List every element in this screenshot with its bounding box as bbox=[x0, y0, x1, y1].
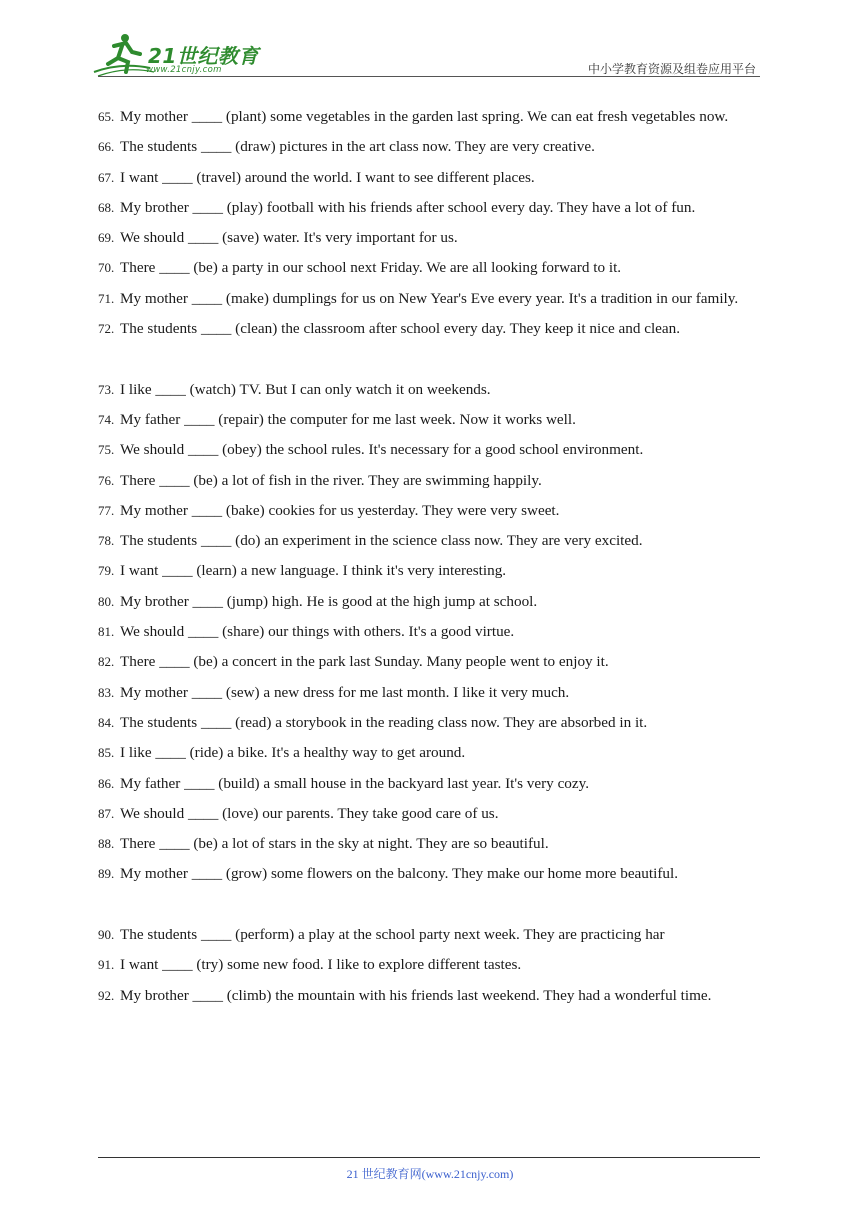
question-text: I want ____ (try) some new food. I like to explore different tastes. bbox=[120, 956, 522, 974]
question-number: 72. bbox=[98, 321, 115, 337]
footer-divider bbox=[98, 1157, 760, 1158]
question-item bbox=[98, 950, 766, 980]
question-number: 83. bbox=[98, 684, 115, 700]
question-text: My mother ____ (grow) some flowers on the balcony. They make our home more beautiful. bbox=[120, 865, 678, 883]
question-number: 68. bbox=[98, 199, 115, 215]
question-number: 69. bbox=[98, 230, 115, 246]
question-item bbox=[98, 466, 766, 496]
question-item bbox=[98, 435, 766, 465]
question-text: My father ____ (repair) the computer for me last week. Now it works well. bbox=[120, 410, 576, 428]
question-number: 65. bbox=[98, 109, 115, 124]
question-number: 80. bbox=[98, 593, 115, 609]
question-text: The students ____ (clean) the classroom after school every day. They keep it nice and clean. bbox=[120, 320, 681, 338]
question-item bbox=[98, 587, 766, 617]
question-number: 67. bbox=[98, 169, 115, 185]
question-item bbox=[98, 678, 766, 708]
question-text: My brother ____ (jump) high. He is good at the high jump at school. bbox=[120, 592, 538, 610]
question-text: I want ____ (travel) around the world. I want to see different places. bbox=[120, 168, 535, 186]
question-item bbox=[98, 223, 766, 253]
question-item bbox=[98, 920, 766, 950]
question-number: 82. bbox=[98, 654, 115, 670]
question-item bbox=[98, 981, 766, 1011]
question-number: 77. bbox=[98, 502, 115, 518]
header-platform-text: 中小学教育资源及组卷应用平台 bbox=[587, 62, 756, 76]
question-text: My mother ____ (sew) a new dress for me last month. I like it very much. bbox=[120, 683, 570, 701]
question-item bbox=[98, 556, 766, 586]
question-item bbox=[98, 647, 766, 677]
question-item bbox=[98, 314, 766, 344]
question-text: I like ____ (watch) TV. But I can only watch it on weekends. bbox=[120, 380, 491, 398]
question-text: We should ____ (share) our things with others. It's a good virtue. bbox=[120, 623, 515, 641]
question-item bbox=[98, 526, 766, 556]
header-divider bbox=[98, 76, 760, 77]
question-number: 73. bbox=[98, 381, 115, 397]
question-item bbox=[98, 253, 766, 283]
question-item bbox=[98, 708, 766, 738]
question-text: My mother ____ (bake) cookies for us yesterday. They were very sweet. bbox=[120, 501, 560, 519]
question-number: 87. bbox=[98, 805, 115, 821]
blank-line bbox=[98, 890, 766, 920]
question-number: 88. bbox=[98, 836, 115, 852]
question-item bbox=[98, 102, 766, 132]
question-text: I like ____ (ride) a bike. It's a healthy way to get around. bbox=[120, 744, 466, 762]
question-item bbox=[98, 769, 766, 799]
question-number: 74. bbox=[98, 411, 115, 427]
question-number: 90. bbox=[98, 927, 115, 943]
question-item bbox=[98, 132, 766, 162]
question-item bbox=[98, 799, 766, 829]
question-item bbox=[98, 829, 766, 859]
question-item bbox=[98, 617, 766, 647]
logo-url: www.21cnjy.com bbox=[146, 65, 222, 75]
question-number: 81. bbox=[98, 624, 115, 640]
question-number: 85. bbox=[98, 745, 115, 761]
question-number: 78. bbox=[98, 533, 115, 549]
question-item bbox=[98, 859, 766, 889]
footer-text: 21 世纪教育网(www.21cnjy.com) bbox=[346, 1167, 514, 1181]
question-text: My mother ____ (plant) some vegetables in the garden last spring. We can eat fresh vegetables now. bbox=[120, 108, 729, 125]
question-number: 84. bbox=[98, 714, 115, 730]
logo-title: 21世纪教育 bbox=[148, 44, 259, 68]
question-number: 71. bbox=[98, 290, 115, 306]
question-number: 76. bbox=[98, 472, 115, 488]
question-text: I want ____ (learn) a new language. I think it's very interesting. bbox=[120, 562, 507, 580]
question-list bbox=[98, 102, 766, 1011]
question-text: The students ____ (draw) pictures in the art class now. They are very creative. bbox=[120, 138, 595, 156]
question-text: My brother ____ (climb) the mountain with his friends last weekend. They had a wonderful time. bbox=[120, 986, 712, 1004]
question-number: 91. bbox=[98, 957, 115, 973]
question-number: 75. bbox=[98, 442, 115, 458]
question-item bbox=[98, 163, 766, 193]
question-text: There ____ (be) a lot of fish in the river. They are swimming happily. bbox=[120, 471, 542, 489]
blank-line bbox=[98, 344, 766, 374]
question-item bbox=[98, 193, 766, 223]
question-item bbox=[98, 496, 766, 526]
question-text: There ____ (be) a concert in the park last Sunday. Many people went to enjoy it. bbox=[120, 653, 609, 671]
question-text: There ____ (be) a party in our school next Friday. We are all looking forward to it. bbox=[120, 259, 622, 277]
question-number: 92. bbox=[98, 987, 115, 1003]
question-text: My brother ____ (play) football with his friends after school every day. They have a lot of fun. bbox=[120, 198, 696, 216]
question-item bbox=[98, 375, 766, 405]
question-text: There ____ (be) a lot of stars in the sky at night. They are so beautiful. bbox=[120, 835, 549, 853]
question-number: 79. bbox=[98, 563, 115, 579]
question-number: 70. bbox=[98, 260, 115, 276]
page-header bbox=[0, 0, 860, 80]
question-item bbox=[98, 738, 766, 768]
question-text: The students ____ (perform) a play at the school party next week. They are practicing har bbox=[120, 926, 665, 944]
question-item bbox=[98, 284, 766, 314]
question-text: The students ____ (do) an experiment in the science class now. They are very excited. bbox=[120, 532, 643, 550]
question-number: 89. bbox=[98, 866, 115, 882]
question-text: My father ____ (build) a small house in the backyard last year. It's very cozy. bbox=[120, 774, 590, 792]
question-item bbox=[98, 405, 766, 435]
question-number: 66. bbox=[98, 139, 115, 155]
question-text: We should ____ (obey) the school rules. It's necessary for a good school environment. bbox=[120, 441, 644, 459]
question-text: My mother ____ (make) dumplings for us on New Year's Eve every year. It's a tradition in our family. bbox=[120, 289, 739, 307]
question-text: The students ____ (read) a storybook in the reading class now. They are absorbed in it. bbox=[120, 713, 648, 731]
question-text: We should ____ (love) our parents. They take good care of us. bbox=[120, 804, 499, 822]
question-number: 86. bbox=[98, 775, 115, 791]
question-text: We should ____ (save) water. It's very important for us. bbox=[120, 229, 458, 247]
